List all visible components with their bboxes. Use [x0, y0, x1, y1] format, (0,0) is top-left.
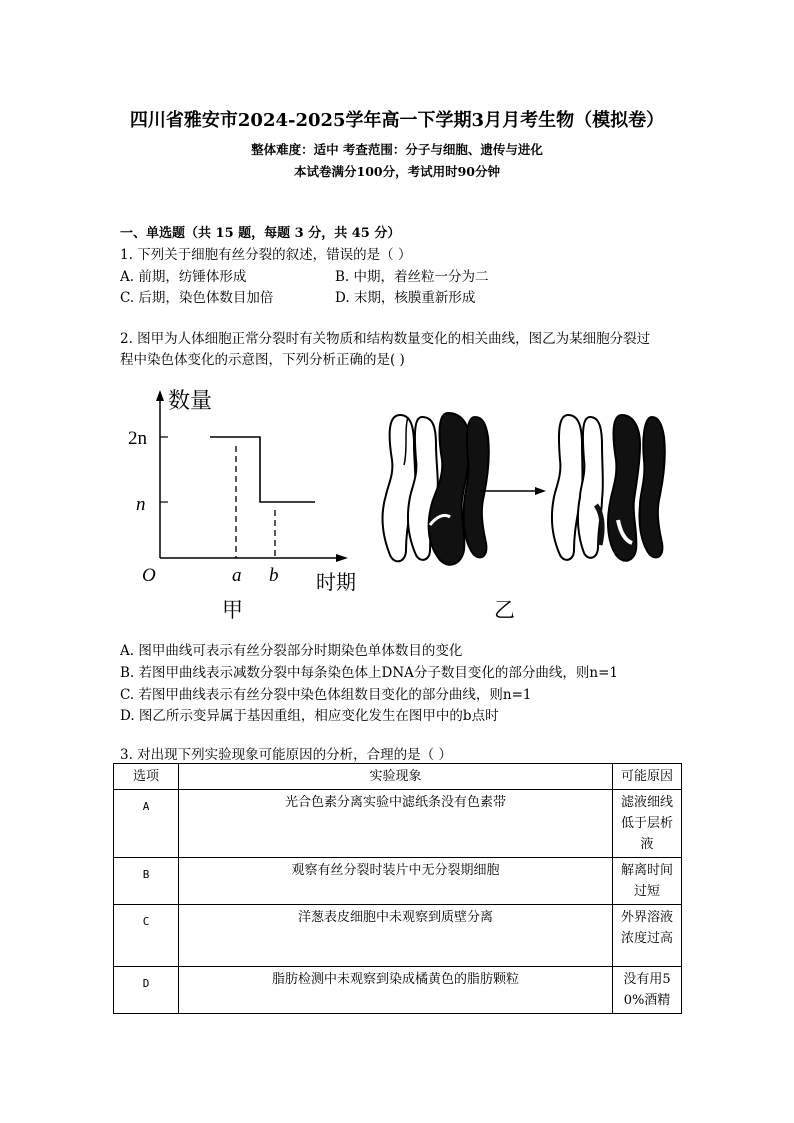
q2-stem-line2: 程中染色体变化的示意图，下列分析正确的是( ) [120, 352, 405, 368]
x-axis-label: 时期 [316, 572, 356, 594]
y-axis-label: 数量 [168, 388, 213, 413]
table-row [114, 858, 682, 905]
header-option: 选项 [114, 764, 179, 790]
row-reason: 没有用50%酒精 [613, 967, 682, 1014]
row-phenomenon: 脂肪检测中未观察到染成橘黄色的脂肪颗粒 [179, 967, 613, 1014]
y-axis-arrow [156, 390, 164, 401]
table-row [114, 967, 682, 1014]
transition-arrowhead [535, 487, 546, 495]
q1-option-c: C. 后期，染色体数目加倍 [120, 290, 274, 306]
row-option: C [114, 905, 179, 967]
chromosome-pair-after [552, 415, 665, 561]
y-tick-2n: 2n [128, 428, 147, 449]
origin-label: O [142, 565, 156, 586]
row-phenomenon: 观察有丝分裂时装片中无分裂期细胞 [179, 858, 613, 905]
row-reason: 滤液细线低于层析液 [613, 790, 682, 858]
q1-option-b: B. 中期，着丝粒一分为二 [335, 269, 489, 285]
row-phenomenon: 光合色素分离实验中滤纸条没有色素带 [179, 790, 613, 858]
section-heading: 一、单选题（共 15 题，每题 3 分，共 45 分） [120, 226, 401, 241]
caption-jia: 甲 [222, 598, 243, 622]
q1-option-d: D. 末期，核膜重新形成 [335, 290, 476, 306]
q2-option-a: A. 图甲曲线可表示有丝分裂部分时期染色单体数目的变化 [120, 643, 463, 659]
x-tick-b: b [269, 565, 279, 586]
y-tick-n: n [136, 494, 146, 515]
x-axis-arrow [336, 554, 348, 562]
page-title: 四川省雅安市2024-2025学年高一下学期3月月考生物（模拟卷） [129, 110, 665, 131]
exam-difficulty: 整体难度：适中 考查范围：分子与细胞、遗传与进化 [251, 142, 543, 157]
table-row [114, 790, 682, 858]
q3-table [113, 763, 682, 1014]
row-reason: 外界溶液浓度过高 [613, 905, 682, 967]
table-header-row [114, 764, 682, 790]
row-phenomenon: 洋葱表皮细胞中未观察到质壁分离 [179, 905, 613, 967]
caption-yi: 乙 [494, 598, 515, 622]
row-option: B [114, 858, 179, 905]
q1-option-a: A. 前期，纺锤体形成 [120, 269, 247, 285]
x-tick-a: a [232, 565, 242, 586]
q3-stem: 3. 对出现下列实验现象可能原因的分析，合理的是（ ） [120, 747, 452, 763]
chromosome-pair-before [383, 413, 489, 565]
row-reason: 解离时间过短 [613, 858, 682, 905]
q2-option-c: C. 若图甲曲线表示有丝分裂中染色体组数目变化的部分曲线，则n=1 [120, 687, 532, 703]
figure-jia [120, 380, 360, 630]
q2-stem-line1: 2. 图甲为人体细胞正常分裂时有关物质和结构数量变化的相关曲线，图乙为某细胞分裂过 [120, 331, 651, 347]
table-row [114, 905, 682, 967]
row-option: D [114, 967, 179, 1014]
row-option: A [114, 790, 179, 858]
header-reason: 可能原因 [613, 764, 682, 790]
exam-info: 本试卷满分100分，考试用时90分钟 [294, 164, 500, 179]
q2-option-b: B. 若图甲曲线表示减数分裂中每条染色体上DNA分子数目变化的部分曲线，则n=1 [120, 665, 618, 681]
q2-option-d: D. 图乙所示变异属于基因重组，相应变化发生在图甲中的b点时 [120, 708, 499, 724]
curve [210, 437, 315, 502]
figure-yi [370, 405, 670, 630]
q1-stem: 1. 下列关于细胞有丝分裂的叙述，错误的是（ ） [120, 247, 412, 263]
header-phenomenon: 实验现象 [179, 764, 613, 790]
